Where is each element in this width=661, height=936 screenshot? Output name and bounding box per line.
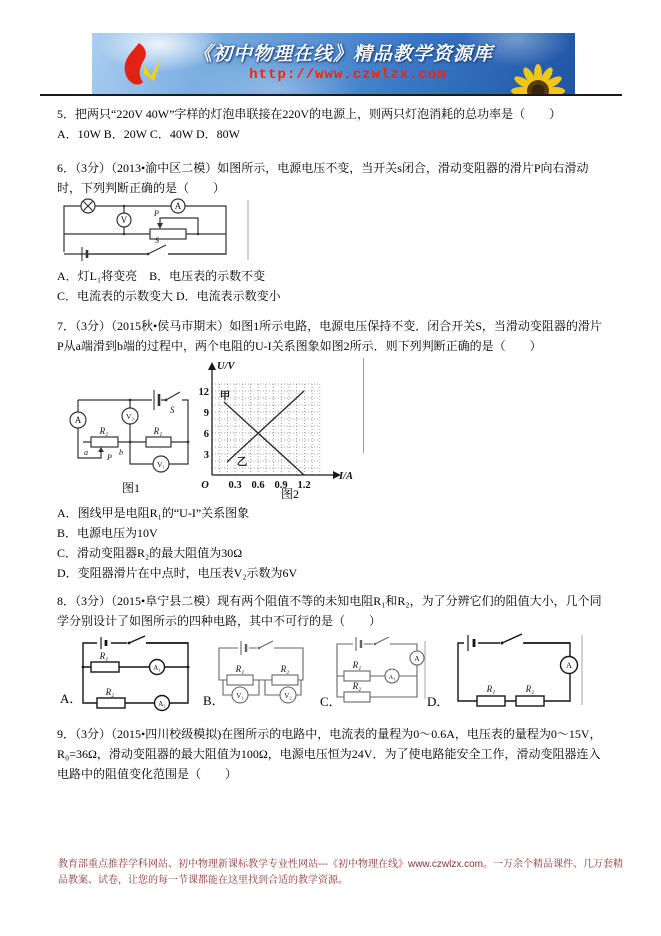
- svg-text:0.6: 0.6: [251, 480, 265, 491]
- circuit-option-b: [215, 639, 310, 707]
- resistor1: [146, 426, 188, 447]
- question-7-option-b: B．电源电压为10V: [57, 526, 158, 540]
- svg-text:R₂: R₂: [352, 681, 362, 691]
- site-logo-icon: [118, 41, 162, 91]
- svg-text:0.9: 0.9: [274, 480, 288, 491]
- ui-graph-fig2: [196, 358, 356, 498]
- svg-text:R₂: R₂: [105, 687, 115, 697]
- lamp-icon: [81, 199, 95, 213]
- svg-text:R₂: R₂: [280, 664, 290, 674]
- header-banner: [92, 33, 575, 95]
- question-5-text: 5．把两只“220V 40W”字样的灯泡串联接在220V的电源上，则两只灯泡消耗的总功率是（ ）: [57, 107, 562, 121]
- svg-text:1.2: 1.2: [297, 480, 311, 491]
- voltmeter2-icon: [122, 408, 138, 424]
- banner-title: 《初中物理在线》精品教学资源库: [192, 44, 493, 65]
- circuit-option-d: [452, 631, 592, 711]
- question-7-option-a: A．图线甲是电阻R₁的“U-I”关系图象: [57, 506, 250, 520]
- svg-text:R₂: R₂: [525, 684, 535, 694]
- svg-text:R₁: R₁: [99, 651, 109, 661]
- series-jia-label: 甲: [219, 391, 231, 402]
- svg-text:A: A: [174, 201, 182, 211]
- fig2-caption: 图2: [281, 487, 300, 501]
- circuit-label-d: D．: [427, 694, 450, 709]
- svg-text:P: P: [107, 453, 112, 462]
- question-7-option-c: C．滑动变阻器R₂的最大阻值为30Ω: [57, 546, 243, 560]
- svg-text:V₂: V₂: [125, 412, 135, 421]
- svg-text:A: A: [74, 415, 82, 425]
- svg-text:R₂: R₂: [99, 426, 109, 436]
- scan-border: [363, 358, 364, 453]
- question-5-options: A．10W B．20W C．40W D．80W: [57, 127, 240, 141]
- banner-url: http://www.czwlzx.com: [249, 67, 447, 83]
- circuit-label-c: C．: [320, 694, 342, 709]
- circuit-label-a: A．: [60, 691, 83, 706]
- sunflower-image: [490, 57, 575, 95]
- voltmeter1-icon: [153, 456, 169, 472]
- question-7-option-d: D．变阻器滑片在中点时，电压表V₂示数为6V: [57, 566, 298, 580]
- svg-text:a: a: [84, 448, 88, 457]
- svg-text:R₁: R₁: [352, 660, 362, 670]
- svg-text:A₁: A₁: [153, 664, 161, 672]
- svg-text:R₁: R₁: [486, 684, 496, 694]
- question-7-figures: [57, 356, 606, 503]
- circuit-option-a: [77, 634, 197, 712]
- footer-promo-text: 教育部重点推荐学科网站、初中物理新课标教学专业性网站---《初中物理在线》www.czwlzx.com。一万余个精品课件、几万套精品教案、试卷，让您的每一节课都能在这里找到合适的教学资源。: [58, 859, 623, 886]
- y-axis-label: U/V: [217, 361, 235, 372]
- svg-text:b: b: [119, 448, 123, 457]
- question-8-text: 8．（3分）（2015•阜宁县二模）现有两个阻值不等的未知电阻R₁和R₂，为了分辨它们的阻值大小，几个同学分别设计了如图所示的四种电路，其中不可行的是（ ）: [57, 594, 602, 628]
- svg-text:A: A: [565, 660, 573, 670]
- line-yi: [227, 391, 304, 462]
- question-7-text: 7．（3分）（2015秋•侯马市期末）如图1所示电路，电源电压保持不变．闭合开关S，当滑动变阻器的滑片P从a端滑到b端的过程中，两个电阻的U-I关系图象如图2所示．则下列判断正确的是（ ）: [57, 319, 602, 353]
- header-divider: [40, 94, 622, 96]
- svg-text:V: V: [120, 215, 128, 225]
- svg-text:0.3: 0.3: [228, 480, 242, 491]
- circuit-option-c: [332, 637, 430, 707]
- battery-icon: [63, 247, 146, 261]
- svg-text:V₁: V₁: [236, 692, 244, 700]
- question-6-text: 6．（3分）（2013•渝中区二模）如图所示，电源电压不变，当开关s闭合，滑动变阻器的滑片P向右滑动时，下列判断正确的是（ ）: [57, 161, 589, 195]
- switch-label: S: [170, 405, 175, 415]
- question-6-options-ab: A．灯L₁将变亮 B．电压表的示数不变: [57, 269, 266, 283]
- question-8-figures: [57, 631, 606, 715]
- ammeter-icon: [70, 412, 86, 428]
- svg-text:R₁: R₁: [153, 426, 163, 436]
- svg-text:P: P: [154, 209, 159, 218]
- fig1-caption: 图1: [122, 481, 141, 495]
- circuit-diagram-q6: [58, 198, 250, 262]
- svg-text:A₂: A₂: [158, 700, 166, 708]
- svg-text:6: 6: [203, 429, 209, 440]
- svg-text:V₁: V₁: [156, 460, 166, 469]
- svg-text:12: 12: [198, 387, 209, 398]
- x-axis-label: I/A: [339, 471, 354, 482]
- question-6-options-cd: C．电流表的示数变大 D．电流表示数变小: [57, 289, 281, 303]
- svg-text:A: A: [414, 654, 420, 663]
- svg-text:V₂: V₂: [284, 692, 292, 700]
- series-yi-label: 乙: [236, 457, 248, 468]
- question-9-text: 9．（3分）（2015•四川校级模拟)在图所示的电路中，电流表的量程为0～0.6A，电压表的量程为0～15V，R₀=36Ω，滑动变阻器的最大阻值为100Ω，电源电压恒为24V．为了使电路能安全工作，滑动变阻器连入电路中的阻值变化范围是（ ）: [57, 727, 602, 781]
- svg-text:9: 9: [203, 408, 209, 419]
- svg-text:3: 3: [203, 450, 209, 461]
- rheostat-icon: [83, 426, 146, 462]
- circuit-label-b: B．: [203, 693, 225, 708]
- ammeter-icon: [171, 199, 185, 213]
- circuit-diagram-fig1: [58, 358, 198, 486]
- svg-text:S: S: [155, 236, 159, 245]
- voltmeter-icon: [117, 213, 131, 227]
- origin-label: O: [201, 480, 209, 491]
- svg-text:R₁: R₁: [235, 664, 245, 674]
- svg-text:A₁: A₁: [388, 674, 396, 681]
- document-body: [57, 104, 606, 784]
